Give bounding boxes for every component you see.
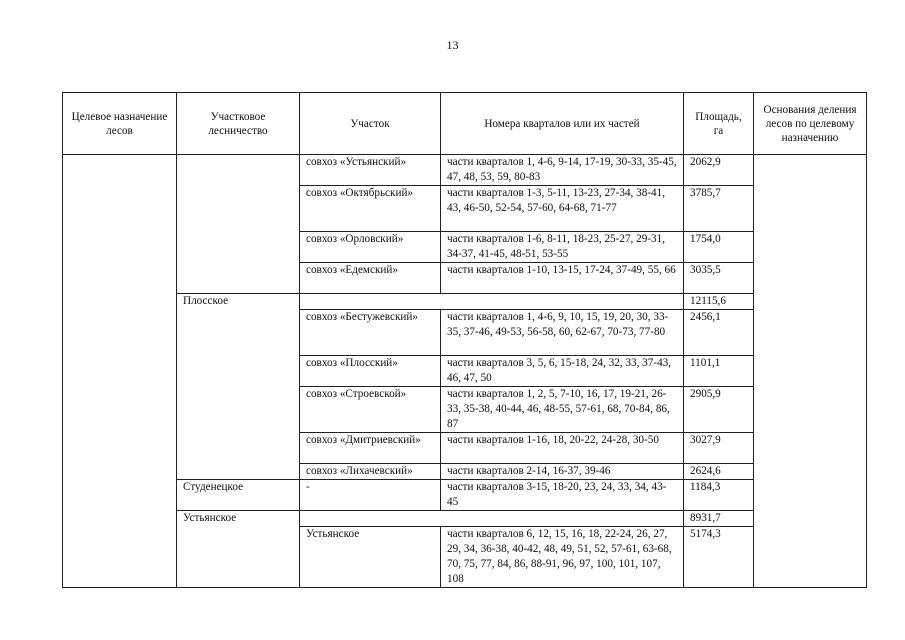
site-cell: совхоз «Плосский» bbox=[300, 356, 441, 387]
basis-cell bbox=[754, 155, 867, 588]
header-basis: Основания деления лесов по целевому назначению bbox=[754, 93, 867, 155]
site-cell: совхоз «Орловский» bbox=[300, 232, 441, 263]
blocks-cell: части кварталов 6, 12, 15, 16, 18, 22-24, 26, 27, 29, 34, 36-38, 40-42, 48, 49, 51, 52, 57-61, 63-68, 70, 75, 77, 84, 86, 88-91, 96, 97, 100, 101, 107, 108 bbox=[441, 527, 684, 588]
site-cell: совхоз «Октябрьский» bbox=[300, 186, 441, 232]
blocks-cell: части кварталов 3, 5, 6, 15-18, 24, 32, 33, 37-43, 46, 47, 50 bbox=[441, 356, 684, 387]
header-forestry: Участковое лесничество bbox=[177, 93, 300, 155]
area-cell: 3027,9 bbox=[684, 433, 754, 464]
area-cell: 2905,9 bbox=[684, 387, 754, 433]
blocks-cell bbox=[300, 294, 684, 310]
blocks-cell: части кварталов 1, 4-6, 9, 10, 15, 19, 20, 30, 33-35, 37-46, 49-53, 56-58, 60, 62-67, 70-73, 77-80 bbox=[441, 310, 684, 356]
table-row bbox=[63, 155, 867, 186]
area-cell: 2062,9 bbox=[684, 155, 754, 186]
header-area: Площадь, га bbox=[684, 93, 754, 155]
blocks-cell: части кварталов 1-16, 18, 20-22, 24-28, 30-50 bbox=[441, 433, 684, 464]
table-header-row bbox=[63, 93, 867, 155]
table-row bbox=[63, 511, 867, 527]
area-cell: 8931,7 bbox=[684, 511, 754, 527]
site-cell: Устьянское bbox=[300, 527, 441, 588]
blocks-cell: части кварталов 1-6, 8-11, 18-23, 25-27, 29-31, 34-37, 41-45, 48-51, 53-55 bbox=[441, 232, 684, 263]
area-cell: 1754,0 bbox=[684, 232, 754, 263]
forestry-cell: Студенецкое bbox=[177, 480, 300, 511]
forestry-cell bbox=[177, 155, 300, 294]
forestry-cell: Устьянское bbox=[177, 511, 300, 588]
area-cell: 1101,1 bbox=[684, 356, 754, 387]
table-row bbox=[63, 294, 867, 310]
page-number: 13 bbox=[446, 38, 459, 52]
blocks-cell: части кварталов 1, 4-6, 9-14, 17-19, 30-33, 35-45, 47, 48, 53, 59, 80-83 bbox=[441, 155, 684, 186]
area-cell: 3785,7 bbox=[684, 186, 754, 232]
site-cell: - bbox=[300, 480, 441, 511]
blocks-cell bbox=[300, 511, 684, 527]
site-cell: совхоз «Лихачевский» bbox=[300, 464, 441, 480]
header-blocks: Номера кварталов или их частей bbox=[441, 93, 684, 155]
purpose-cell bbox=[63, 155, 177, 588]
forestry-cell: Плосское bbox=[177, 294, 300, 480]
forest-allocation-table bbox=[62, 92, 867, 588]
area-cell: 5174,3 bbox=[684, 527, 754, 588]
site-cell: совхоз «Бестужевский» bbox=[300, 310, 441, 356]
area-cell: 2624,6 bbox=[684, 464, 754, 480]
area-cell: 3035,5 bbox=[684, 263, 754, 294]
blocks-cell: части кварталов 1, 2, 5, 7-10, 16, 17, 19-21, 26-33, 35-38, 40-44, 46, 48-55, 57-61, 68, 70-84, 86, 87 bbox=[441, 387, 684, 433]
table-row bbox=[63, 480, 867, 511]
site-cell: совхоз «Едемский» bbox=[300, 263, 441, 294]
blocks-cell: части кварталов 1-3, 5-11, 13-23, 27-34, 38-41, 43, 46-50, 52-54, 57-60, 64-68, 71-77 bbox=[441, 186, 684, 232]
blocks-cell: части кварталов 3-15, 18-20, 23, 24, 33, 34, 43-45 bbox=[441, 480, 684, 511]
site-cell: совхоз «Устьянский» bbox=[300, 155, 441, 186]
area-cell: 2456,1 bbox=[684, 310, 754, 356]
blocks-cell: части кварталов 2-14, 16-37, 39-46 bbox=[441, 464, 684, 480]
blocks-cell: части кварталов 1-10, 13-15, 17-24, 37-49, 55, 66 bbox=[441, 263, 684, 294]
site-cell: совхоз «Дмитриевский» bbox=[300, 433, 441, 464]
area-cell: 1184,3 bbox=[684, 480, 754, 511]
header-purpose: Целевое назначение лесов bbox=[63, 93, 177, 155]
area-cell: 12115,6 bbox=[684, 294, 754, 310]
site-cell: совхоз «Строевской» bbox=[300, 387, 441, 433]
header-site: Участок bbox=[300, 93, 441, 155]
